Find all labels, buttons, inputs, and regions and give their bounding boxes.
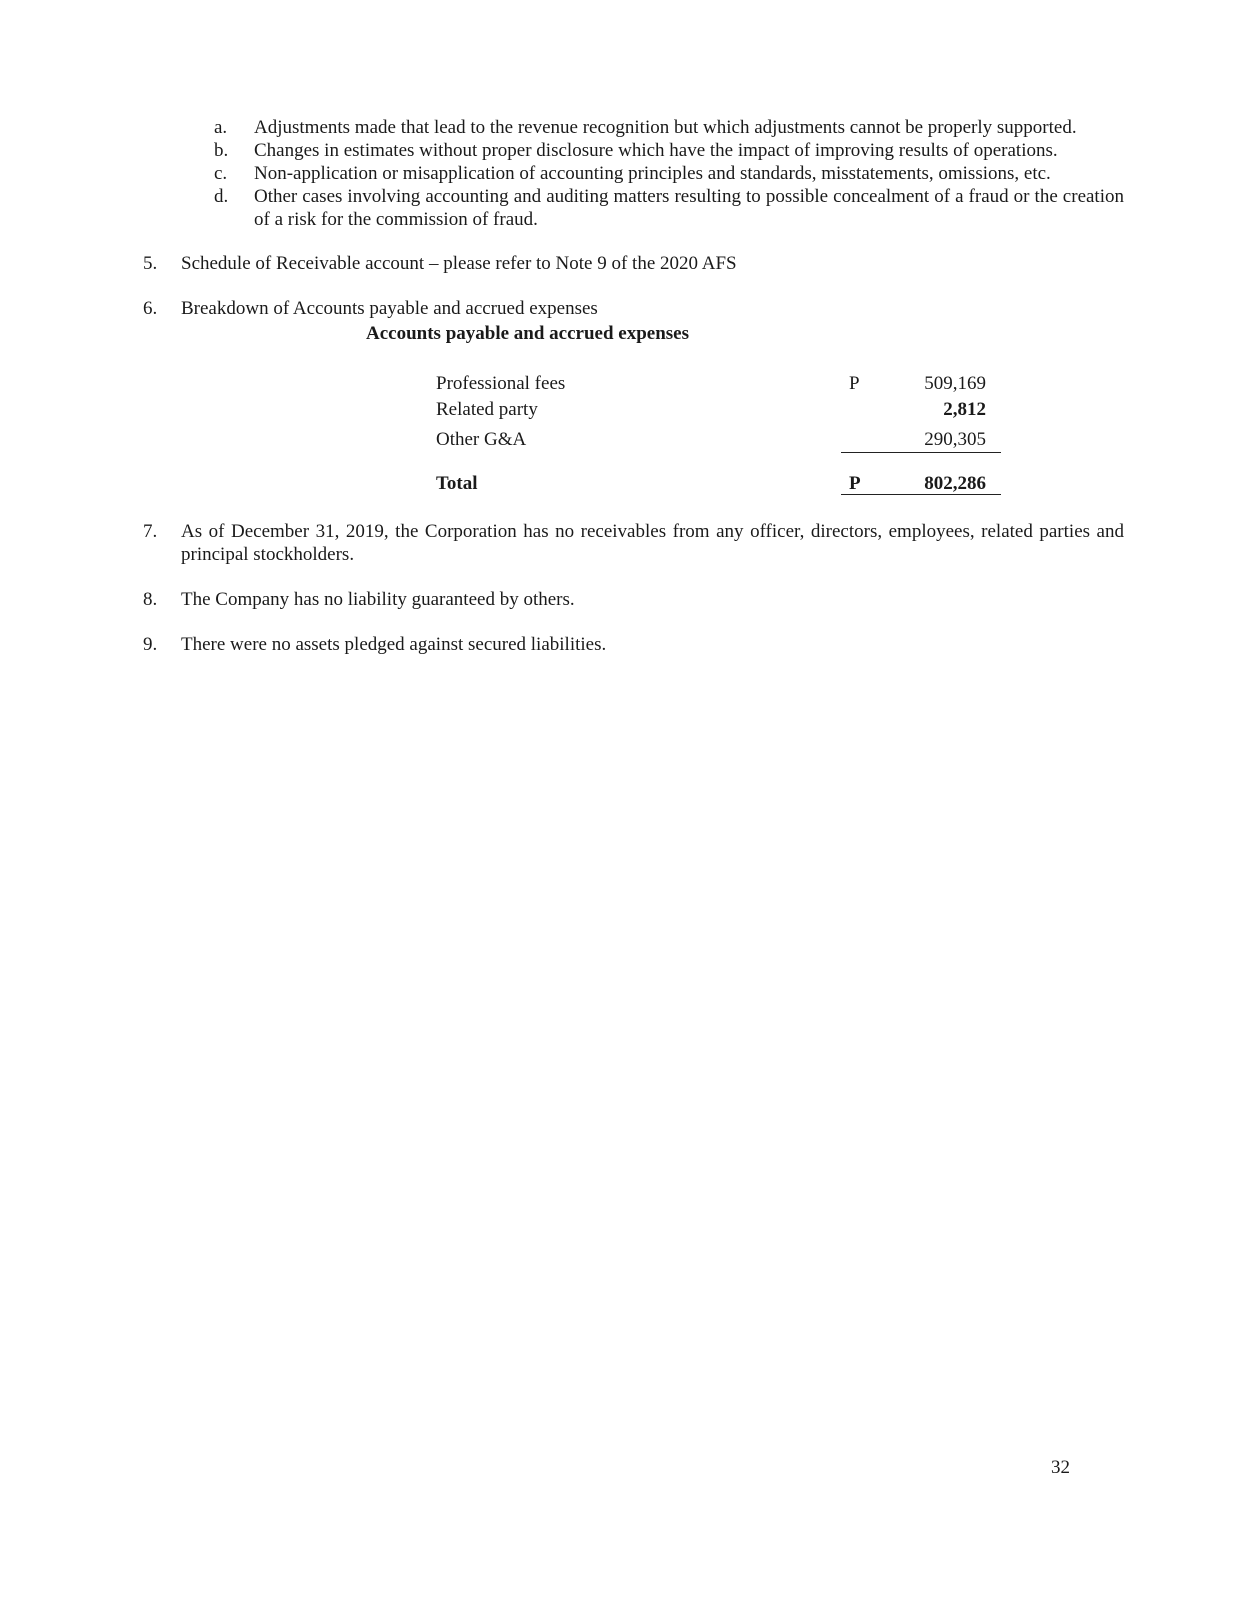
- numbered-item-7: [143, 520, 1124, 566]
- currency-symbol: P: [849, 473, 861, 494]
- list-item-text: Non-application or misapplication of accounting principles and standards, misstatements, omissions, etc.: [254, 163, 1051, 184]
- item-number: 9.: [143, 634, 158, 655]
- item-number: 5.: [143, 253, 158, 274]
- item-text: There were no assets pledged against secured liabilities.: [181, 634, 607, 655]
- total-rule: [841, 494, 1001, 495]
- item-text: The Company has no liability guaranteed by others.: [181, 589, 575, 610]
- table-row: [436, 372, 1016, 398]
- numbered-item-9: [143, 633, 1124, 656]
- row-amount: 2,812: [943, 399, 986, 420]
- item-text: As of December 31, 2019, the Corporation has no receivables from any officer, directors, employees, related parties and principal stockholders.: [181, 521, 1124, 565]
- item-text: Breakdown of Accounts payable and accrued expenses: [181, 298, 598, 319]
- row-amount: 509,169: [924, 373, 986, 394]
- numbered-item-6: [143, 297, 1124, 320]
- numbered-item-8: [143, 588, 1124, 611]
- item-number: 7.: [143, 521, 158, 542]
- table-row: [436, 428, 1016, 454]
- subtotal-rule: [841, 452, 1001, 453]
- row-label: Professional fees: [436, 373, 566, 394]
- row-label: Related party: [436, 399, 538, 420]
- currency-symbol: P: [849, 373, 860, 394]
- table-row: [436, 398, 1016, 424]
- fraud-indicator-list: [212, 116, 1124, 231]
- table-title: Accounts payable and accrued expenses: [366, 323, 690, 344]
- list-item-letter: a.: [214, 117, 228, 138]
- list-item-text: Other cases involving accounting and auditing matters resulting to possible concealment of a fraud or the creation of a risk for the commission of fraud.: [254, 186, 1124, 230]
- list-item: [212, 162, 1124, 185]
- list-item-letter: b.: [214, 140, 229, 161]
- item-number: 8.: [143, 589, 158, 610]
- list-item-letter: c.: [214, 163, 228, 184]
- item-number: 6.: [143, 298, 158, 319]
- row-amount: 290,305: [924, 429, 986, 450]
- list-item: [212, 139, 1124, 162]
- row-label: Other G&A: [436, 429, 527, 450]
- page-number: 32: [1051, 1457, 1070, 1478]
- list-item: [212, 116, 1124, 139]
- total-label: Total: [436, 473, 478, 494]
- list-item-letter: d.: [214, 186, 229, 207]
- numbered-item-5: [143, 252, 1124, 275]
- list-item-text: Changes in estimates without proper disclosure which have the impact of improving results of operations.: [254, 140, 1058, 161]
- list-item: [212, 185, 1124, 231]
- total-amount: 802,286: [924, 473, 986, 494]
- list-item-text: Adjustments made that lead to the revenue recognition but which adjustments cannot be properly supported.: [254, 117, 1077, 138]
- item-text: Schedule of Receivable account – please refer to Note 9 of the 2020 AFS: [181, 253, 737, 274]
